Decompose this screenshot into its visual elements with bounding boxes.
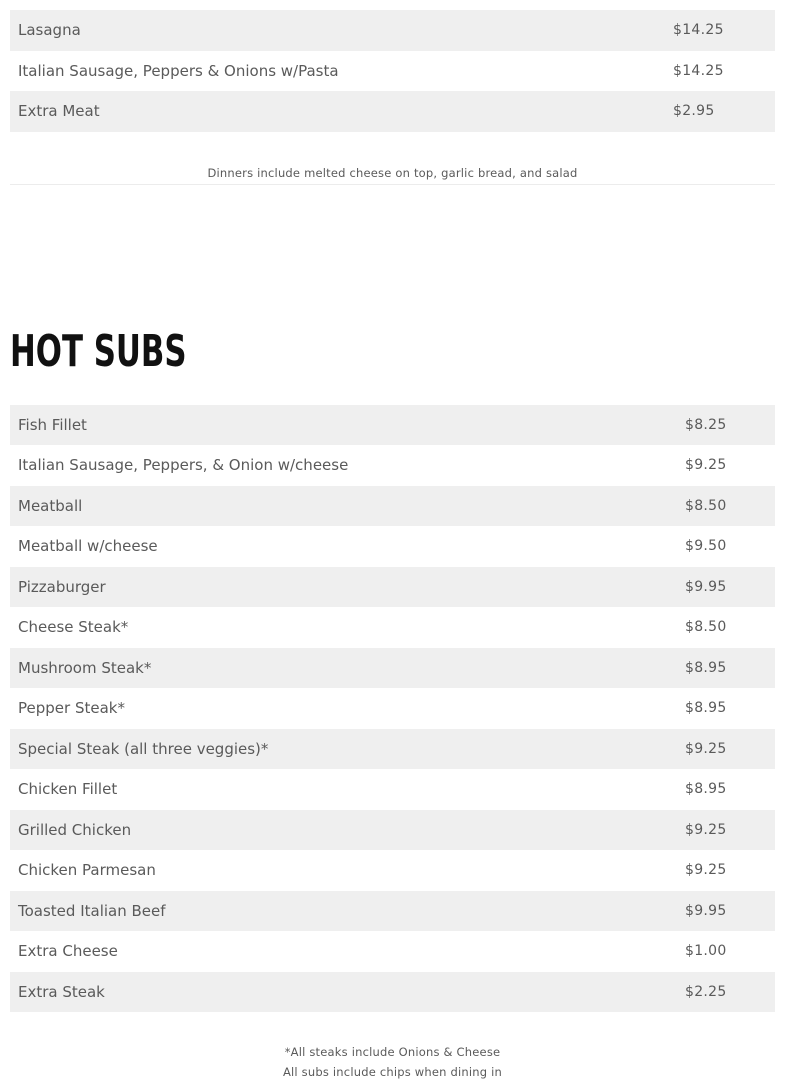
dinners-note: Dinners include melted cheese on top, garlic bread, and salad: [10, 166, 775, 185]
item-name: Chicken Fillet: [18, 780, 118, 799]
dinners-table: [10, 10, 775, 132]
table-row: [10, 810, 775, 851]
item-name: Pepper Steak*: [18, 699, 125, 718]
item-price: $8.50: [677, 486, 775, 527]
item-price: $9.25: [677, 729, 775, 770]
item-name: Extra Meat: [10, 91, 665, 132]
table-row: [10, 10, 775, 51]
item-price: $9.95: [677, 567, 775, 608]
hot-subs-table: [10, 405, 775, 1013]
table-row: [10, 567, 775, 608]
item-name: Chicken Parmesan: [18, 861, 156, 880]
section-title-hot-subs: HOT SUBS: [10, 325, 187, 377]
table-row: [10, 769, 775, 810]
table-row: [10, 486, 775, 527]
table-row: [10, 729, 775, 770]
item-price: $9.95: [677, 891, 775, 932]
item-price: $2.95: [665, 91, 775, 132]
menu-page: [10, 10, 775, 1082]
item-price: $8.95: [685, 700, 727, 717]
table-row: [10, 972, 775, 1013]
item-name: Cheese Steak*: [18, 618, 129, 637]
hot-subs-notes: [10, 1042, 775, 1082]
table-row: [10, 51, 775, 92]
item-name: Extra Cheese: [18, 942, 118, 961]
item-price: $9.50: [685, 538, 727, 555]
item-name: Lasagna: [10, 10, 665, 51]
item-name: Meatball w/cheese: [18, 537, 158, 556]
table-row: [10, 931, 775, 972]
table-row: [10, 688, 775, 729]
item-name: Meatball: [10, 486, 677, 527]
table-row: [10, 648, 775, 689]
item-name: Italian Sausage, Peppers, & Onion w/cheese: [18, 456, 349, 475]
item-name: Fish Fillet: [10, 405, 677, 446]
table-row: [10, 891, 775, 932]
table-row: [10, 405, 775, 446]
item-price: $2.25: [677, 972, 775, 1013]
item-name: Toasted Italian Beef: [10, 891, 677, 932]
item-price: $9.25: [685, 457, 727, 474]
item-name: Italian Sausage, Peppers & Onions w/Pasta: [18, 61, 339, 80]
table-row: [10, 526, 775, 567]
item-price: $8.95: [677, 648, 775, 689]
item-name: Special Steak (all three veggies)*: [10, 729, 677, 770]
table-row: [10, 607, 775, 648]
item-name: Grilled Chicken: [10, 810, 677, 851]
item-name: Extra Steak: [10, 972, 677, 1013]
item-price: $9.25: [685, 862, 727, 879]
item-name: Pizzaburger: [10, 567, 677, 608]
item-name: Mushroom Steak*: [10, 648, 677, 689]
chips-note: All subs include chips when dining in: [282, 1065, 503, 1079]
table-row: [10, 445, 775, 486]
item-price: $14.25: [665, 10, 775, 51]
steaks-note: *All steaks include Onions & Cheese: [284, 1045, 501, 1059]
item-price: $8.25: [677, 405, 775, 446]
item-price: $8.95: [685, 781, 727, 798]
item-price: $1.00: [685, 943, 727, 960]
table-row: [10, 850, 775, 891]
table-row: [10, 91, 775, 132]
item-price: $14.25: [673, 62, 724, 79]
item-price: $8.50: [685, 619, 727, 636]
item-price: $9.25: [677, 810, 775, 851]
